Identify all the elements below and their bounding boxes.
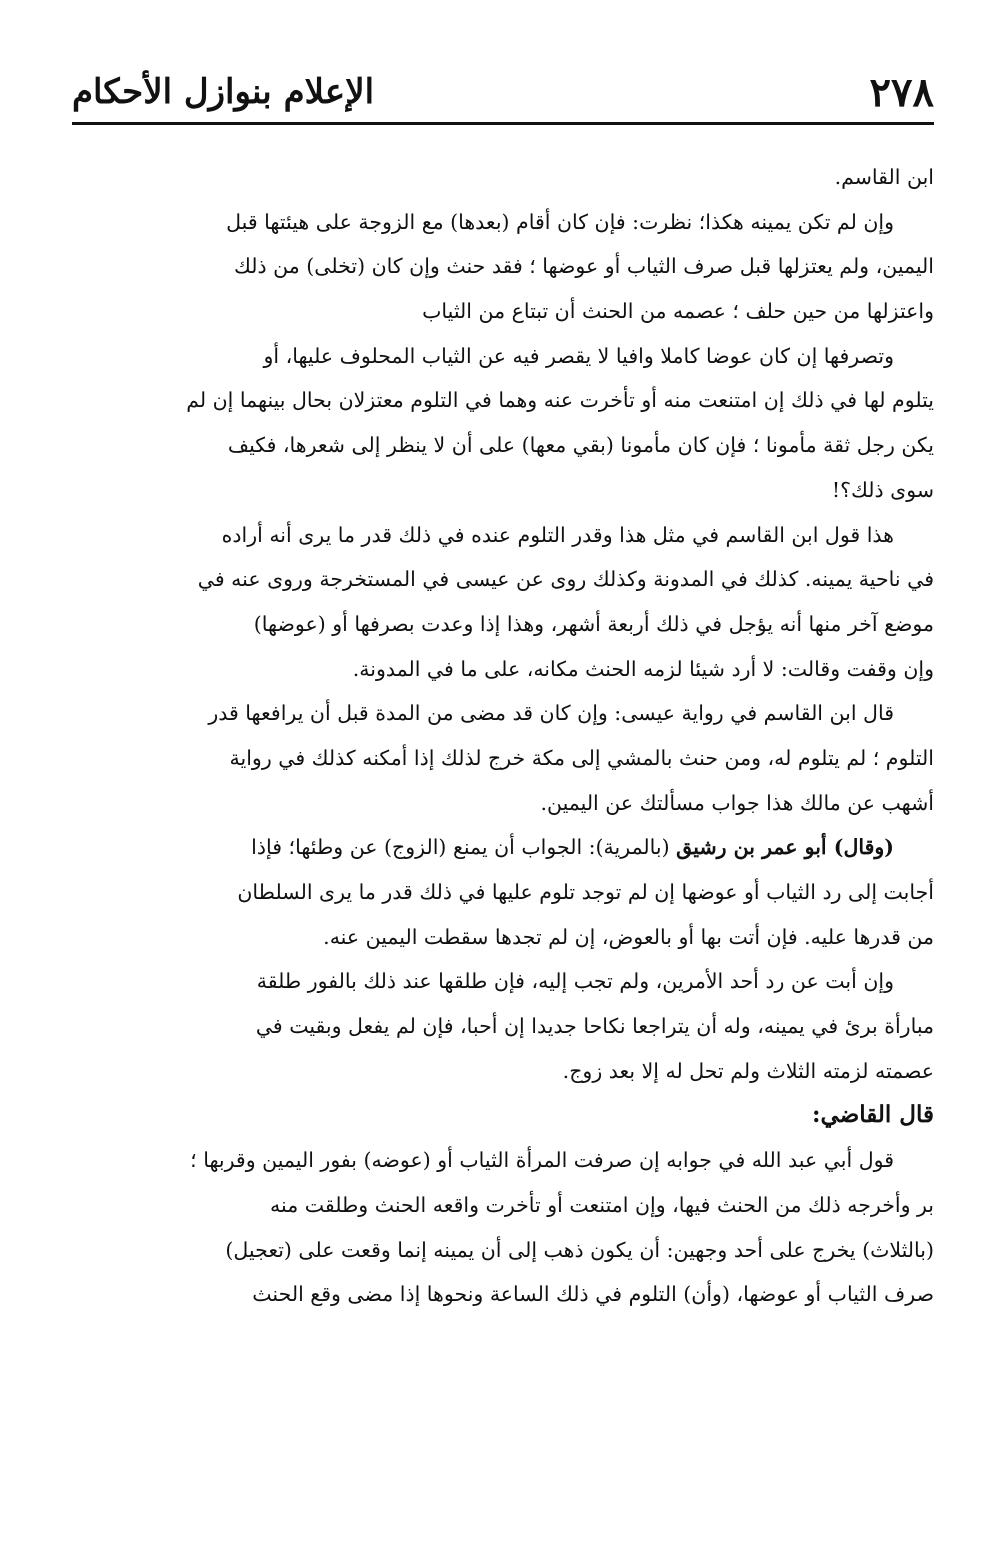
text-line: يتلوم لها في ذلك إن امتنعت منه أو تأخرت عنه وهما في التلوم معتزلان بحال بينهما إن لم [186, 388, 934, 413]
text-line: قال ابن القاسم في رواية عيسى: وإن كان قد مضى من المدة قبل أن يرافعها قدر [208, 701, 894, 726]
text-line: أجابت إلى رد الثياب أو عوضها إن لم توجد تلوم عليها في ذلك قدر ما يرى السلطان [237, 880, 934, 904]
text-line: وإن وقفت وقالت: لا أرد شيئا لزمه الحنث مكانه، على ما في المدونة. [352, 656, 934, 681]
text-line-rest: (بالمرية): الجواب أن يمنع (الزوج) عن وطئها؛ فإذا [251, 835, 670, 860]
text-line: قول أبي عبد الله في جوابه إن صرفت المرأة الثياب أو (عوضه) بفور اليمين وقربها ؛ [190, 1148, 894, 1173]
text-line: في ناحية يمينه. كذلك في المدونة وكذلك روى عن عيسى في المستخرجة وروى عنه في [197, 567, 934, 592]
section-heading: قال القاضي: [812, 1101, 934, 1129]
text-line: من قدرها عليه. فإن أتت بها أو بالعوض، إن لم تجدها سقطت اليمين عنه. [323, 924, 934, 949]
text-line: (بالثلاث) يخرج على أحد وجهين: أن يكون ذهب إلى أن يمينه إنما وقعت على (تعجيل) [225, 1237, 934, 1262]
text-line: سوى ذلك؟! [831, 477, 934, 502]
text-line: وإن لم تكن يمينه هكذا؛ نظرت: فإن كان أقام (بعدها) مع الزوجة على هيئتها قبل [226, 209, 894, 234]
text-line: بر وأخرجه ذلك من الحنث فيها، وإن امتنعت أو تأخرت واقعه الحنث وطلقت منه [270, 1192, 934, 1217]
page-number: ٢٧٨ [869, 68, 934, 116]
text-line: مبارأة برئ في يمينه، وله أن يتراجعا نكاحا جديدا إن أحبا، فإن لم يفعل وبقيت في [255, 1014, 934, 1039]
text-line: موضع آخر منها أنه يؤجل في ذلك أربعة أشهر، وهذا إذا وعدت بصرفها أو (عوضها) [253, 611, 934, 636]
text-line: صرف الثياب أو عوضها، (وأن) التلوم في ذلك الساعة ونحوها إذا مضى وقع الحنث [252, 1282, 934, 1307]
speaker-name: (وقال) أبو عمر بن رشيق [676, 835, 894, 860]
book-title: الإعلام بنوازل الأحكام [72, 72, 375, 112]
text-line: هذا قول ابن القاسم في مثل هذا وقدر التلوم عنده في ذلك قدر ما يرى أنه أراده [221, 522, 894, 547]
page-header [72, 62, 934, 122]
text-line [72, 825, 934, 870]
header-rule [72, 122, 934, 125]
text-line: وتصرفها إن كان عوضا كاملا وافيا لا يقصر فيه عن الثياب المحلوف عليها، أو [263, 343, 894, 368]
text-line: اليمين، ولم يعتزلها قبل صرف الثياب أو عوضها ؛ فقد حنث وإن كان (تخلى) من ذلك [233, 254, 934, 279]
text-line: التلوم ؛ لم يتلوم له، ومن حنث بالمشي إلى مكة خرج لذلك إذا أمكنه كذلك في رواية [229, 745, 934, 770]
text-line: واعتزلها من حين حلف ؛ عصمه من الحنث أن تبتاع من الثياب [422, 299, 934, 324]
text-line: ابن القاسم. [834, 165, 934, 189]
text-line: يكن رجل ثقة مأمونا ؛ فإن كان مأمونا (بقي معها) على أن لا ينظر إلى شعرها، فكيف [227, 433, 934, 458]
text-line: أشهب عن مالك هذا جواب مسألتك عن اليمين. [540, 790, 934, 815]
text-line: عصمته لزمته الثلاث ولم تحل له إلا بعد زوج. [562, 1058, 934, 1083]
body-text [72, 155, 934, 1317]
text-line: وإن أبت عن رد أحد الأمرين، ولم تجب إليه، فإن طلقها عند ذلك بالفور طلقة [256, 969, 894, 994]
